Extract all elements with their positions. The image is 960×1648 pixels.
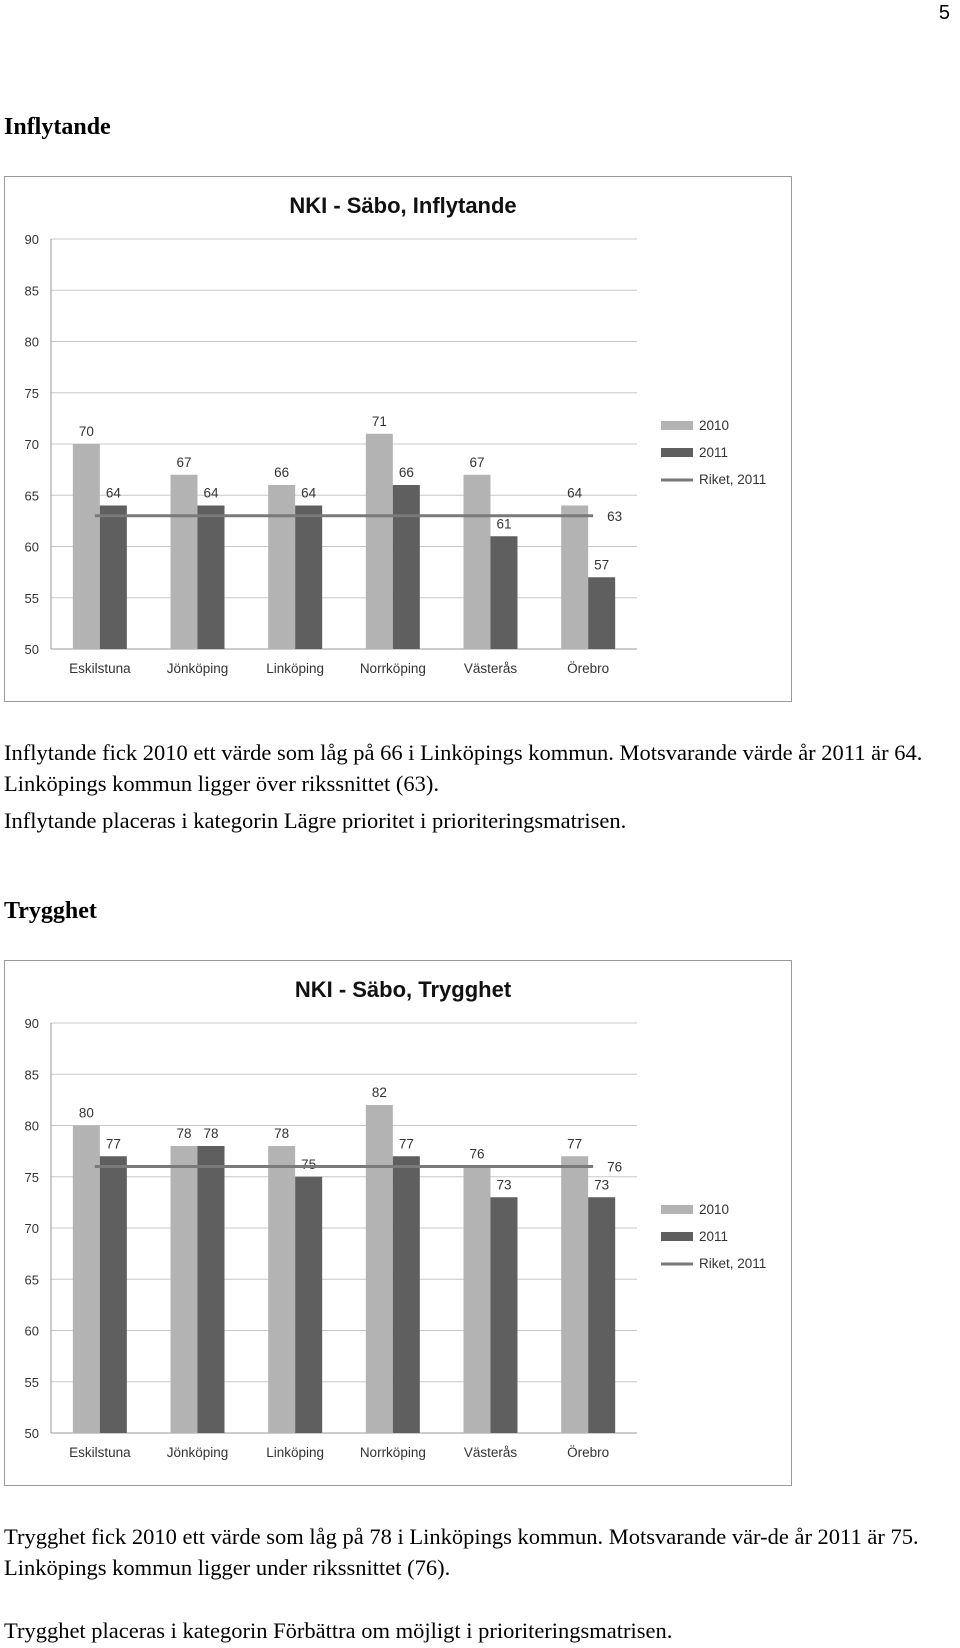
x-category-label: Örebro <box>567 1445 610 1460</box>
bar-2011 <box>491 1197 518 1433</box>
bar-2011 <box>100 506 127 650</box>
data-label-2011: 64 <box>203 485 219 501</box>
x-category-label: Linköping <box>266 1445 325 1460</box>
bar-2011 <box>295 506 322 650</box>
legend-label-2010: 2010 <box>699 1202 730 1217</box>
y-tick-label: 90 <box>24 232 39 247</box>
y-tick-label: 65 <box>24 1272 39 1288</box>
bar-2011 <box>393 1156 420 1433</box>
y-tick-label: 50 <box>24 642 39 657</box>
paragraph-trygghet-2: Trygghet placeras i kategorin Förbättra om möjligt i prioriteringsmatrisen. <box>4 1618 673 1643</box>
data-label-2010: 64 <box>567 485 583 501</box>
chart-trygghet-svg <box>5 961 791 1485</box>
x-category-label: Örebro <box>567 661 610 676</box>
bar-2010 <box>366 1105 393 1433</box>
bar-2011 <box>588 1197 615 1433</box>
data-label-2011: 61 <box>496 516 512 532</box>
bar-2011 <box>100 1156 127 1433</box>
y-tick-label: 80 <box>24 334 39 350</box>
data-label-2011: 73 <box>594 1177 610 1193</box>
y-tick-label: 60 <box>24 539 39 555</box>
x-category-label: Eskilstuna <box>69 1445 131 1460</box>
y-tick-label: 75 <box>24 385 39 401</box>
data-label-2011: 77 <box>105 1136 121 1152</box>
data-label-2010: 80 <box>78 1105 94 1121</box>
data-label-2010: 78 <box>274 1126 290 1141</box>
y-tick-label: 85 <box>24 283 39 299</box>
data-label-2011: 57 <box>594 557 610 573</box>
x-category-label: Linköping <box>266 661 325 676</box>
bar-2010 <box>268 485 295 649</box>
data-label-2011: 73 <box>496 1177 512 1193</box>
data-label-riket: 63 <box>607 508 623 524</box>
paragraph-inflytande-1: Inflytande fick 2010 ett värde som låg på 66 i Linköpings kommun. Motsvarande värde år 2011 är 64. Linköpings kommun ligger över rikssnittet (63). <box>4 740 923 796</box>
chart-inflytande <box>4 176 792 702</box>
y-tick-label: 80 <box>24 1118 39 1134</box>
y-tick-label: 85 <box>24 1067 39 1083</box>
bar-2011 <box>588 577 615 649</box>
legend-swatch-2011 <box>661 448 693 457</box>
data-label-2011: 75 <box>301 1156 317 1172</box>
data-label-2010: 82 <box>371 1085 387 1100</box>
bar-2010 <box>464 1167 491 1434</box>
bar-2011 <box>295 1177 322 1433</box>
data-label-riket: 76 <box>607 1159 623 1175</box>
y-tick-label: 70 <box>24 437 39 452</box>
data-label-2011: 78 <box>203 1126 219 1141</box>
paragraph-inflytande-2: Inflytande placeras i kategorin Lägre prioritet i prioriteringsmatrisen. <box>4 808 627 833</box>
y-tick-label: 50 <box>24 1426 39 1441</box>
bar-2011 <box>491 536 518 649</box>
data-label-2011: 66 <box>398 465 414 480</box>
data-label-2011: 64 <box>105 485 121 501</box>
data-label-2010: 76 <box>469 1146 485 1162</box>
x-category-label: Västerås <box>463 661 518 676</box>
section-heading-inflytande: Inflytande <box>4 114 111 140</box>
legend-label-riket: Riket, 2011 <box>699 1256 767 1271</box>
bar-2011 <box>198 1146 225 1433</box>
chart-title: NKI - Säbo, Trygghet <box>294 977 512 1002</box>
bar-2011 <box>393 485 420 649</box>
y-tick-label: 90 <box>24 1016 39 1031</box>
x-category-label: Norrköping <box>359 1445 426 1460</box>
data-label-2011: 64 <box>301 485 317 501</box>
bar-2010 <box>171 1146 198 1433</box>
x-category-label: Eskilstuna <box>69 661 131 676</box>
bar-2010 <box>561 506 588 650</box>
chart-trygghet <box>4 960 792 1486</box>
bar-2010 <box>73 1126 100 1434</box>
bar-2010 <box>268 1146 295 1433</box>
paragraph-trygghet-1: Trygghet fick 2010 ett värde som låg på 78 i Linköpings kommun. Motsvarande vär-de år 2011 är 75. Linköpings kommun ligger under rikssnittet (76). <box>4 1524 919 1580</box>
bar-2010 <box>73 444 100 649</box>
x-category-label: Västerås <box>463 1445 518 1460</box>
data-label-2010: 77 <box>567 1136 583 1152</box>
legend-label-riket: Riket, 2011 <box>699 472 767 487</box>
data-label-2010: 78 <box>176 1126 192 1141</box>
bar-2010 <box>561 1156 588 1433</box>
data-label-2010: 66 <box>274 465 290 480</box>
legend-swatch-2010 <box>661 1205 693 1214</box>
data-label-2011: 77 <box>398 1136 414 1152</box>
legend-swatch-2011 <box>661 1232 693 1241</box>
y-tick-label: 60 <box>24 1323 39 1339</box>
page-number: 5 <box>938 2 950 24</box>
section-heading-trygghet: Trygghet <box>4 898 97 924</box>
y-tick-label: 55 <box>24 590 39 606</box>
y-tick-label: 65 <box>24 488 39 504</box>
bar-2011 <box>198 506 225 650</box>
data-label-2010: 71 <box>371 413 387 429</box>
legend-swatch-2010 <box>661 421 693 430</box>
data-label-2010: 67 <box>469 454 485 470</box>
x-category-label: Jönköping <box>166 661 229 676</box>
data-label-2010: 67 <box>176 454 192 470</box>
y-tick-label: 55 <box>24 1374 39 1390</box>
bar-2010 <box>366 434 393 649</box>
x-category-label: Jönköping <box>166 1445 229 1460</box>
legend-label-2011: 2011 <box>699 445 729 460</box>
bar-2010 <box>464 475 491 649</box>
legend-label-2011: 2011 <box>699 1229 729 1244</box>
y-tick-label: 75 <box>24 1169 39 1185</box>
x-category-label: Norrköping <box>359 661 426 676</box>
chart-title: NKI - Säbo, Inflytande <box>289 193 517 218</box>
legend-label-2010: 2010 <box>699 418 730 433</box>
bar-2010 <box>171 475 198 649</box>
y-tick-label: 70 <box>24 1221 39 1236</box>
chart-inflytande-svg <box>5 177 791 701</box>
data-label-2010: 70 <box>78 424 94 439</box>
